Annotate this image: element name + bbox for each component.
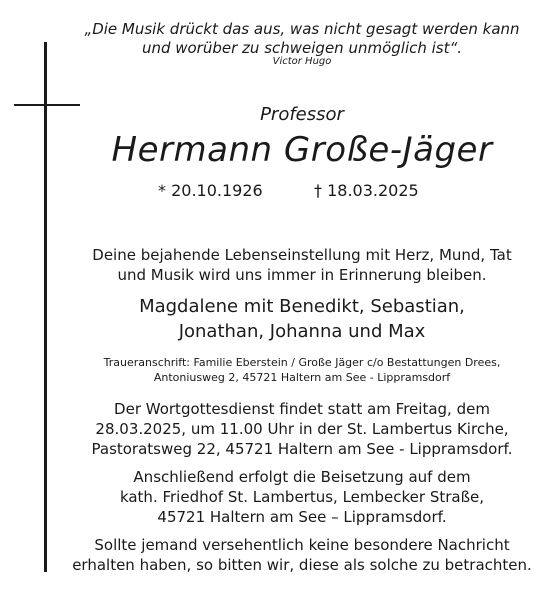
notice-line-2: erhalten haben, so bitten wir, diese als solche zu betrachten. [72, 556, 532, 574]
academic-title: Professor [260, 104, 344, 125]
mourning-address [62, 355, 542, 385]
burial-info [62, 467, 542, 527]
service-line-3: Pastoratsweg 22, 45721 Haltern am See - Lippramsdorf. [91, 440, 513, 458]
family-line-1: Magdalene mit Benedikt, Sebastian, [139, 296, 465, 317]
service-info [62, 399, 542, 459]
burial-line-2: kath. Friedhof St. Lambertus, Lembecker Straße, [119, 488, 485, 506]
cross-icon [44, 42, 47, 572]
deceased-name: Hermann Große-Jäger [111, 130, 493, 170]
burial-line-3: 45721 Haltern am See – Lippramsdorf. [157, 508, 447, 526]
birth-date: * 20.10.1926 [158, 181, 263, 200]
family-names [62, 294, 542, 344]
death-date: † 18.03.2025 [314, 181, 419, 200]
notice [62, 535, 542, 575]
quote-author: Victor Hugo [272, 56, 332, 67]
quote-line-1: „Die Musik drückt das aus, was nicht gesagt werden kann [84, 20, 520, 38]
address-line-1: Traueranschrift: Familie Eberstein / Große Jäger c/o Bestattungen Drees, [103, 356, 501, 369]
burial-line-1: Anschließend erfolgt die Beisetzung auf dem [133, 468, 471, 486]
motto [62, 245, 542, 285]
quote [62, 20, 542, 58]
family-line-2: Jonathan, Johanna und Max [178, 321, 426, 342]
quote-line-2: und worüber zu schweigen unmöglich ist“. [141, 39, 463, 57]
motto-line-2: und Musik wird uns immer in Erinnerung bleiben. [117, 266, 487, 284]
address-line-2: Antoniusweg 2, 45721 Haltern am See - Lippramsdorf [153, 371, 451, 384]
service-line-2: 28.03.2025, um 11.00 Uhr in der St. Lambertus Kirche, [95, 420, 509, 438]
service-line-1: Der Wortgottesdienst findet statt am Freitag, dem [114, 400, 490, 418]
notice-line-1: Sollte jemand versehentlich keine besondere Nachricht [94, 536, 510, 554]
motto-line-1: Deine bejahende Lebenseinstellung mit Herz, Mund, Tat [92, 246, 512, 264]
